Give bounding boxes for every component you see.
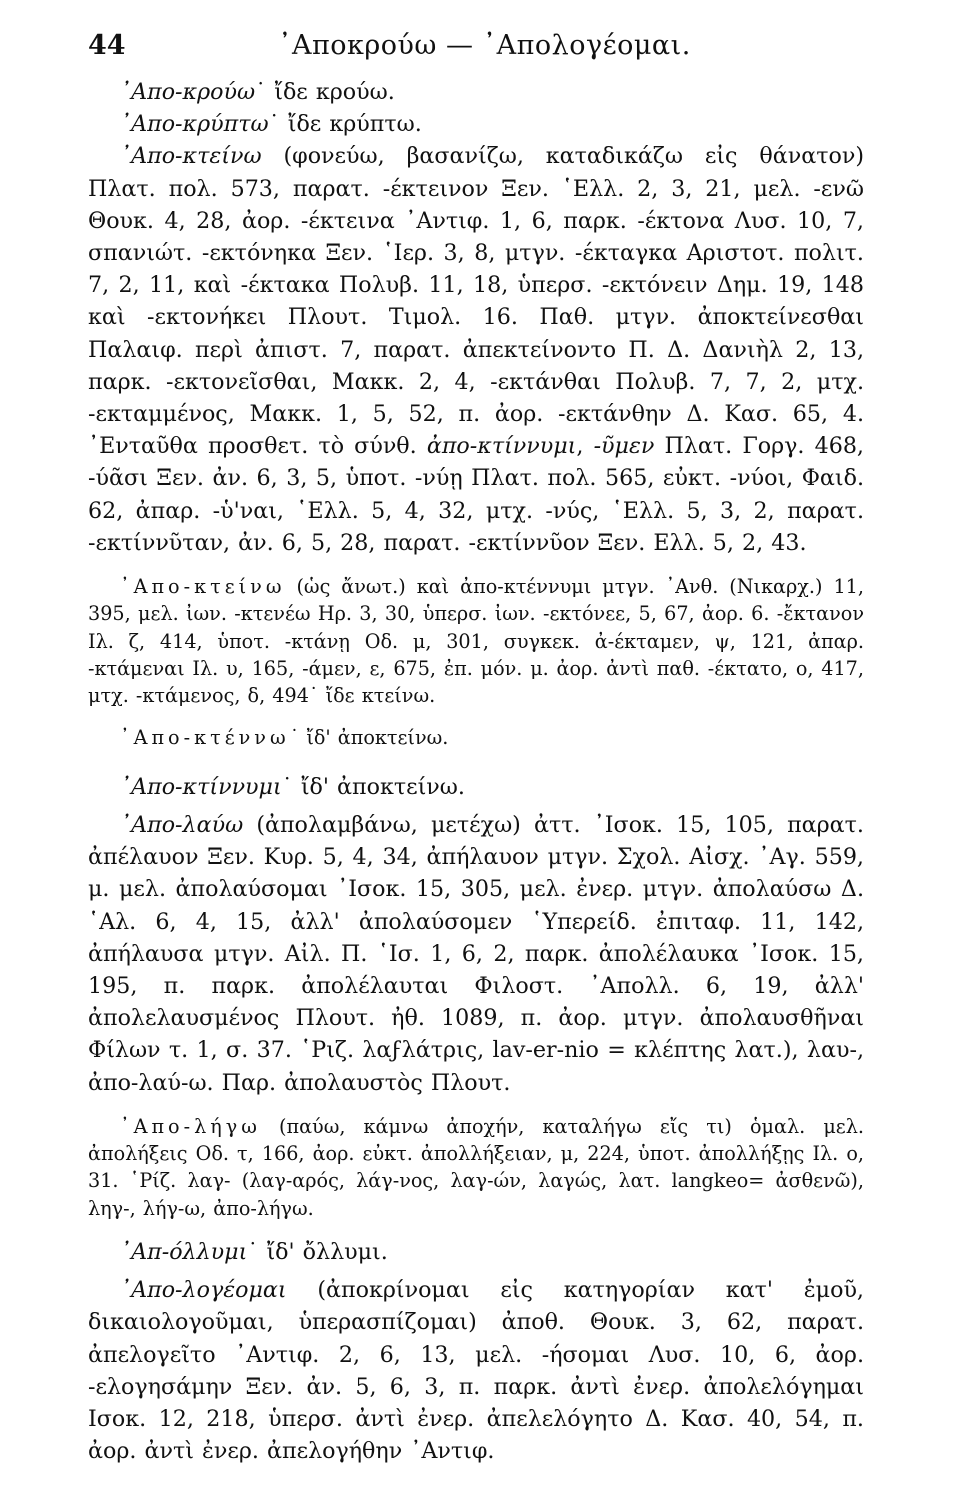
entry-text: Πλατ. Γοργ. 468, -ύᾶσι Ξεν. ἀν. 6, 3, 5, ὑποτ. -νύῃ Πλατ. πολ. 565, εὐκτ. -νύοι, Φαιδ. 62, ἀπαρ. -ὑ'ναι, ῾Ελλ. 5, 4, 32, μτχ. -νύς, ῾Ελλ. 5, 3, 2, παρατ. -εκτίννῦταν, ἀν. 6, 5, 28, παρατ. -εκτίννῦον Ξεν. Ελλ. 5, 2, 43.: [88, 433, 864, 556]
headword: ᾿Απο-κρύπτω: [120, 111, 269, 138]
headword: ᾿Απο-κτίννυμι: [120, 773, 282, 800]
entry-apollymi: [88, 1236, 864, 1268]
entry-text: ˙ ἴδ' ἀποκτείνω.: [281, 773, 465, 800]
entry-text: ,: [576, 433, 594, 460]
spacer: [88, 751, 864, 771]
entry-apokrouo: [88, 76, 864, 108]
spacer: [88, 559, 864, 573]
entry-apokteino-poetic: [88, 573, 864, 709]
entry-apologeomai: [88, 1274, 864, 1467]
entry-apolauo: [88, 809, 864, 1099]
headword: ᾿Απο-λήγω: [120, 1114, 261, 1138]
entry-text: (ὡς ἄνωτ.) καὶ ἀπο-κτέννυμι μτγν. ᾿Ανθ. (Νικαρχ.) 11, 395, μελ. ἰων. -κτενέω Ηρ. 3, 30, ὑπερσ. ἰων. -εκτόνεε, 5, 67, ἀορ. 6. -ἔκτανον Ιλ. ζ, 414, ὑποτ. -κτάνῃ Οδ. μ, 301, συγκεκ. ἀ-έκταμεν, ψ, 121, ἀπαρ. -κτάμεναι Ιλ. υ, 165, -άμεν, ε, 675, ἐπ. μόν. μ. ἀορ. ἀντὶ παθ. -έκτατο, ο, 417, μτχ. -κτάμενος, δ, 494˙ ἴδε κτείνω.: [88, 575, 864, 708]
inline-headword: -ῦμεν: [593, 433, 655, 460]
page-header: [88, 16, 864, 76]
spacer: [88, 1099, 864, 1113]
spacer: [88, 710, 864, 724]
headword: ᾿Απο-κτέννω: [120, 725, 290, 749]
headword: ᾿Απο-λαύω: [120, 812, 244, 839]
spacer: [88, 1222, 864, 1236]
inline-headword: ἀπο-κτίννυμι: [426, 433, 577, 460]
headword: ᾿Απο-κρούω: [120, 79, 256, 105]
headword: ᾿Απο-κτείνω: [120, 575, 286, 599]
entry-text: (παύω, κάμνω ἀποχήν, καταλήγω εἴς τι) ὁμαλ. μελ. ἀπολήξεις Οδ. τ, 166, ἀορ. εὐκτ. ἀπολλήξειαν, μ, 224, ὑποτ. ἀπολλήξῃς Ιλ. ο, 31. ῾Ρίζ. λαγ- (λαγ-αρός, λάγ-νος, λαγ-ών, λαγώς, λατ. langkeo= ἀσθενῶ), ληγ-, λήγ-ω, ἀπο-λήγω.: [88, 1114, 864, 1220]
entry-text: ˙ ἴδε κρύπτω.: [268, 111, 422, 138]
entry-text: ˙ ἴδ' ὄλλυμι.: [247, 1239, 388, 1266]
entry-text: (φονεύω, βασανίζω, καταδικάζω εἰς θάνατον) Πλατ. πολ. 573, παρατ. -έκτεινον Ξεν. ῾Ελλ. 2, 3, 21, μελ. -ενῶ Θουκ. 4, 28, ἀορ. -έκτεινα ᾿Αντιφ. 1, 6, παρκ. -έκτονα Λυσ. 10, 7, σπανιώτ. -εκτόνηκα Ξεν. ῾Ιερ. 3, 8, μτγν. -έκταγκα Αριστοτ. πολιτ. 7, 2, 11, καὶ -έκτακα Πολυβ. 11, 18, ὑπερσ. -εκτόνειν Δημ. 19, 148 καὶ -εκτονήκει Πλουτ. Τιμολ. 16. Παθ. μτγν. ἀποκτείνεσθαι Παλαιφ. περὶ ἀπιστ. 7, παρατ. ἀπεκτείνοντο Π. Δ. Δανιὴλ 2, 13, παρκ. -εκτονεῖσθαι, Μακκ. 2, 4, -εκτάνθαι Πολυβ. 7, 7, 2, μτχ. -εκταμμένος, Μακκ. 1, 5, 52, π. ἀορ. -εκτάνθην Δ. Κασ. 65, 4. ᾿Ενταῦθα προσθετ. τὸ σύνθ.: [88, 143, 864, 460]
headword: ᾿Απ-όλλυμι: [120, 1239, 248, 1266]
entry-apokrypto: [88, 108, 864, 140]
entry-apokteino: [88, 140, 864, 559]
entry-apoktenno: [88, 724, 864, 751]
entry-text: (ἀπολαμβάνω, μετέχω) ἀττ. ᾿Ισοκ. 15, 105, παρατ. ἀπέλαυον Ξεν. Κυρ. 5, 4, 34, ἀπήλαυον μτγν. Σχολ. Αἰσχ. ᾿Αγ. 559, μ. μελ. ἀπολαύσομαι ᾿Ισοκ. 15, 305, μελ. ἐνερ. μτγν. ἀπολαύσω Δ. ῾Αλ. 6, 4, 15, ἀλλ' ἀπολαύσομεν ῾Υπερείδ. ἐπιταφ. 11, 142, ἀπήλαυσα μτγν. Αἰλ. Π. ῾Ισ. 1, 6, 2, παρκ. ἀπολέλαυκα ᾿Ισοκ. 15, 195, π. παρκ. ἀπολέλαυται Φιλοστ. ᾿Απολλ. 6, 19, ἀλλ' ἀπολελαυσμένος Πλουτ. ἠθ. 1089, π. ἀορ. μτγν. ἀπολαυσθῆναι Φίλων τ. 1, σ. 37. ῾Ριζ. λαϝλάτρις, lav-er-nio = κλέπτης λατ.), λαυ-, ἀπο-λαύ-ω. Παρ. ἀπολαυστὸς Πλουτ.: [88, 812, 864, 1096]
running-head: ᾿Αποκρούω — ᾿Απολογέομαι.: [278, 30, 691, 61]
entry-text: ˙ ἴδ' ἀποκτείνω.: [289, 725, 449, 749]
entry-text: ˙ ἴδε κρούω.: [255, 79, 395, 105]
entry-apolego: [88, 1113, 864, 1222]
page-number: 44: [88, 30, 126, 61]
entry-apoktinnymi: [88, 771, 864, 803]
headword: ᾿Απο-λογέομαι: [120, 1277, 287, 1304]
entry-text: (ἀποκρίνομαι εἰς κατηγορίαν κατ' ἐμοῦ, δικαιολογοῦμαι, ὑπερασπίζομαι) ἀποθ. Θουκ. 3, 62, παρατ. ἀπελογεῖτο ᾿Αντιφ. 2, 6, 13, μελ. -ήσομαι Λυσ. 10, 6, ἀορ. -ελογησάμην Ξεν. ἀν. 5, 6, 3, π. παρκ. ἀντὶ ἐνερ. ἀπολελόγημαι Ισοκ. 12, 218, ὑπερσ. ἀντὶ ἐνερ. ἀπελελόγητο Δ. Κασ. 40, 54, π. ἀορ. ἀντὶ ἐνερ. ἀπελογήθην ᾿Αντιφ.: [88, 1277, 864, 1465]
headword: ᾿Απο-κτείνω: [120, 143, 262, 170]
